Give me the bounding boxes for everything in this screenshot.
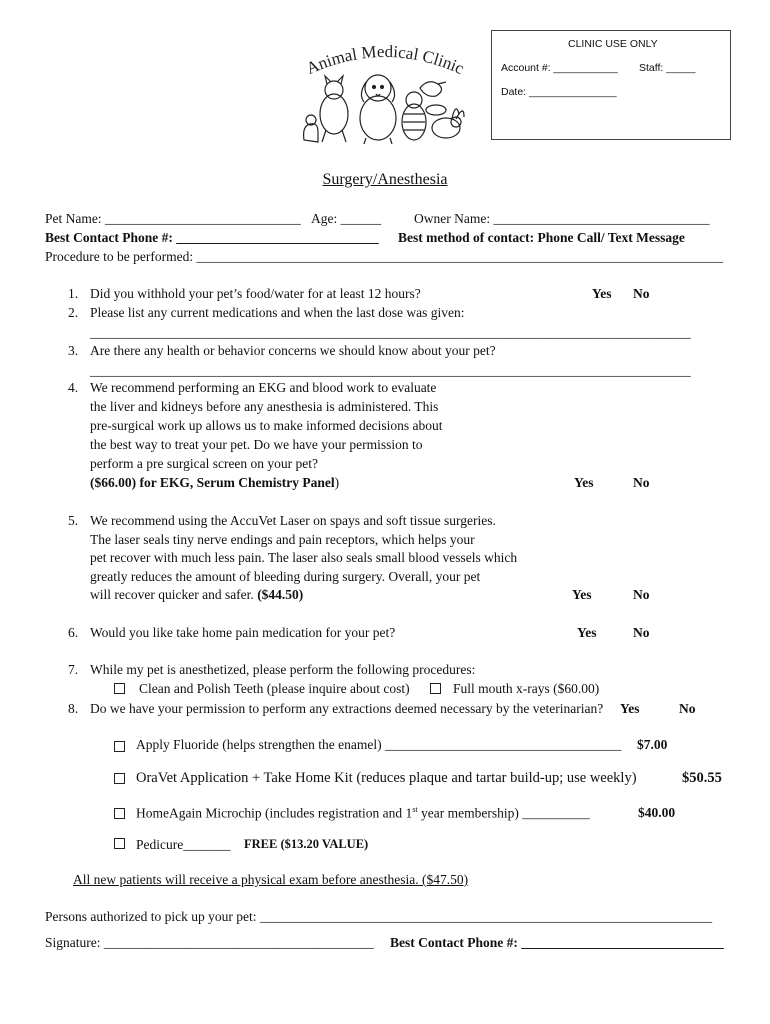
- clinic-use-box: [491, 30, 731, 140]
- procedure-field[interactable]: Procedure to be performed: ______________________________________________________________________________: [45, 249, 723, 264]
- q8-no[interactable]: No: [679, 701, 696, 716]
- xray-label: Full mouth x-rays ($60.00): [453, 681, 600, 696]
- q5-yes[interactable]: Yes: [572, 587, 592, 602]
- pedicure-checkbox[interactable]: [114, 838, 125, 849]
- best-method-field[interactable]: Best method of contact: Phone Call/ Text Message: [398, 230, 685, 245]
- q2-answer-line[interactable]: _________________________________________________________________________________________: [90, 325, 691, 340]
- q8-number: 8.: [68, 701, 79, 716]
- q7-number: 7.: [68, 662, 79, 677]
- date-field[interactable]: Date: _______________: [501, 86, 617, 98]
- microchip-label: [136, 805, 590, 822]
- oravet-label: OraVet Application + Take Home Kit (reduces plaque and tartar build-up; use weekly): [136, 770, 637, 786]
- q7-text: While my pet is anesthetized, please perform the following procedures:: [90, 662, 476, 677]
- q5-line: greatly reduces the amount of bleeding during surgery. Overall, your pet: [90, 569, 481, 584]
- q3-answer-line[interactable]: _________________________________________________________________________________________: [90, 363, 691, 378]
- q5-no[interactable]: No: [633, 587, 650, 602]
- footer-best-contact-phone-field[interactable]: Best Contact Phone #: ______________________________: [390, 935, 724, 950]
- q4-line: perform a pre surgical screen on your pet?: [90, 456, 319, 471]
- q6-yes[interactable]: Yes: [577, 625, 597, 640]
- authorized-pickup-field[interactable]: Persons authorized to pick up your pet: ___________________________________________________________________: [45, 909, 713, 924]
- pedicure-label: Pedicure_______: [136, 837, 231, 852]
- q8-text: Do we have your permission to perform any extractions deemed necessary by the veterinarian?: [90, 701, 604, 716]
- q5-line: The laser seals tiny nerve endings and pain receptors, which helps your: [90, 532, 475, 547]
- age-field[interactable]: Age: ______: [311, 211, 382, 226]
- microchip-label-pre: HomeAgain Microchip (includes registration and 1: [136, 805, 413, 821]
- q4-yes[interactable]: Yes: [574, 475, 594, 490]
- q1-number: 1.: [68, 286, 79, 301]
- q4-line: the liver and kidneys before any anesthesia is administered. This: [90, 399, 439, 414]
- q3-number: 3.: [68, 343, 79, 358]
- q3-text: Are there any health or behavior concerns we should know about your pet?: [90, 343, 496, 358]
- logo-text: Animal Medical Clinic: [303, 42, 467, 79]
- best-contact-phone-field[interactable]: Best Contact Phone #: ______________________________: [45, 230, 379, 245]
- pedicure-price: FREE ($13.20 VALUE): [244, 837, 369, 851]
- form-title: Surgery/Anesthesia: [322, 171, 448, 188]
- microchip-checkbox[interactable]: [114, 808, 125, 819]
- clean-teeth-checkbox[interactable]: [114, 683, 125, 694]
- q4-price: ($66.00) for EKG, Serum Chemistry Panel: [90, 475, 335, 490]
- q4-no[interactable]: No: [633, 475, 650, 490]
- q4-line: pre-surgical work up allows us to make informed decisions about: [90, 418, 443, 433]
- q1-no[interactable]: No: [633, 286, 650, 301]
- q5-line: pet recover with much less pain. The laser also seals small blood vessels which: [90, 550, 518, 565]
- q6-no[interactable]: No: [633, 625, 650, 640]
- fluoride-checkbox[interactable]: [114, 741, 125, 752]
- q4-line: the best way to treat your pet. Do we have your permission to: [90, 437, 423, 452]
- q5-last-text: will recover quicker and safer.: [90, 587, 254, 602]
- q4-line: We recommend performing an EKG and blood work to evaluate: [90, 380, 437, 395]
- q6-text: Would you like take home pain medication for your pet?: [90, 625, 396, 640]
- oravet-price: $50.55: [682, 770, 722, 786]
- q4-price-end: ): [334, 475, 340, 490]
- q4-price-line: [90, 475, 339, 491]
- pet-name-field[interactable]: Pet Name: _____________________________: [45, 211, 301, 226]
- microchip-price: $40.00: [638, 805, 676, 820]
- q1-text: Did you withhold your pet’s food/water for at least 12 hours?: [90, 286, 421, 301]
- owner-name-field[interactable]: Owner Name: ________________________________: [414, 211, 710, 226]
- q5-number: 5.: [68, 513, 79, 528]
- q2-text: Please list any current medications and when the last dose was given:: [90, 305, 465, 320]
- q5-line: We recommend using the AccuVet Laser on spays and soft tissue surgeries.: [90, 513, 496, 528]
- fluoride-price: $7.00: [637, 737, 668, 752]
- signature-field[interactable]: Signature: ________________________________________: [45, 935, 374, 950]
- q6-number: 6.: [68, 625, 79, 640]
- clinic-use-title: CLINIC USE ONLY: [568, 38, 658, 50]
- oravet-checkbox[interactable]: [114, 773, 125, 784]
- q5-last-line: [90, 587, 303, 603]
- q8-yes[interactable]: Yes: [620, 701, 640, 716]
- fluoride-label: Apply Fluoride (helps strengthen the enamel) ___________________________________: [136, 737, 622, 752]
- q1-yes[interactable]: Yes: [592, 286, 612, 301]
- account-field[interactable]: Account #: ___________: [501, 62, 618, 74]
- q5-price: ($44.50): [257, 587, 304, 602]
- xray-checkbox[interactable]: [430, 683, 441, 694]
- microchip-label-sup: st: [412, 805, 418, 814]
- clinic-logo: [296, 42, 474, 146]
- staff-field[interactable]: Staff: _____: [639, 62, 696, 74]
- q2-number: 2.: [68, 305, 79, 320]
- microchip-label-post: year membership) __________: [417, 805, 590, 821]
- q4-number: 4.: [68, 380, 79, 395]
- physical-exam-notice: All new patients will receive a physical exam before anesthesia. ($47.50): [73, 872, 469, 887]
- svg-text:Animal Medical Clinic: [303, 42, 467, 78]
- clean-teeth-label: Clean and Polish Teeth (please inquire about cost): [139, 681, 410, 696]
